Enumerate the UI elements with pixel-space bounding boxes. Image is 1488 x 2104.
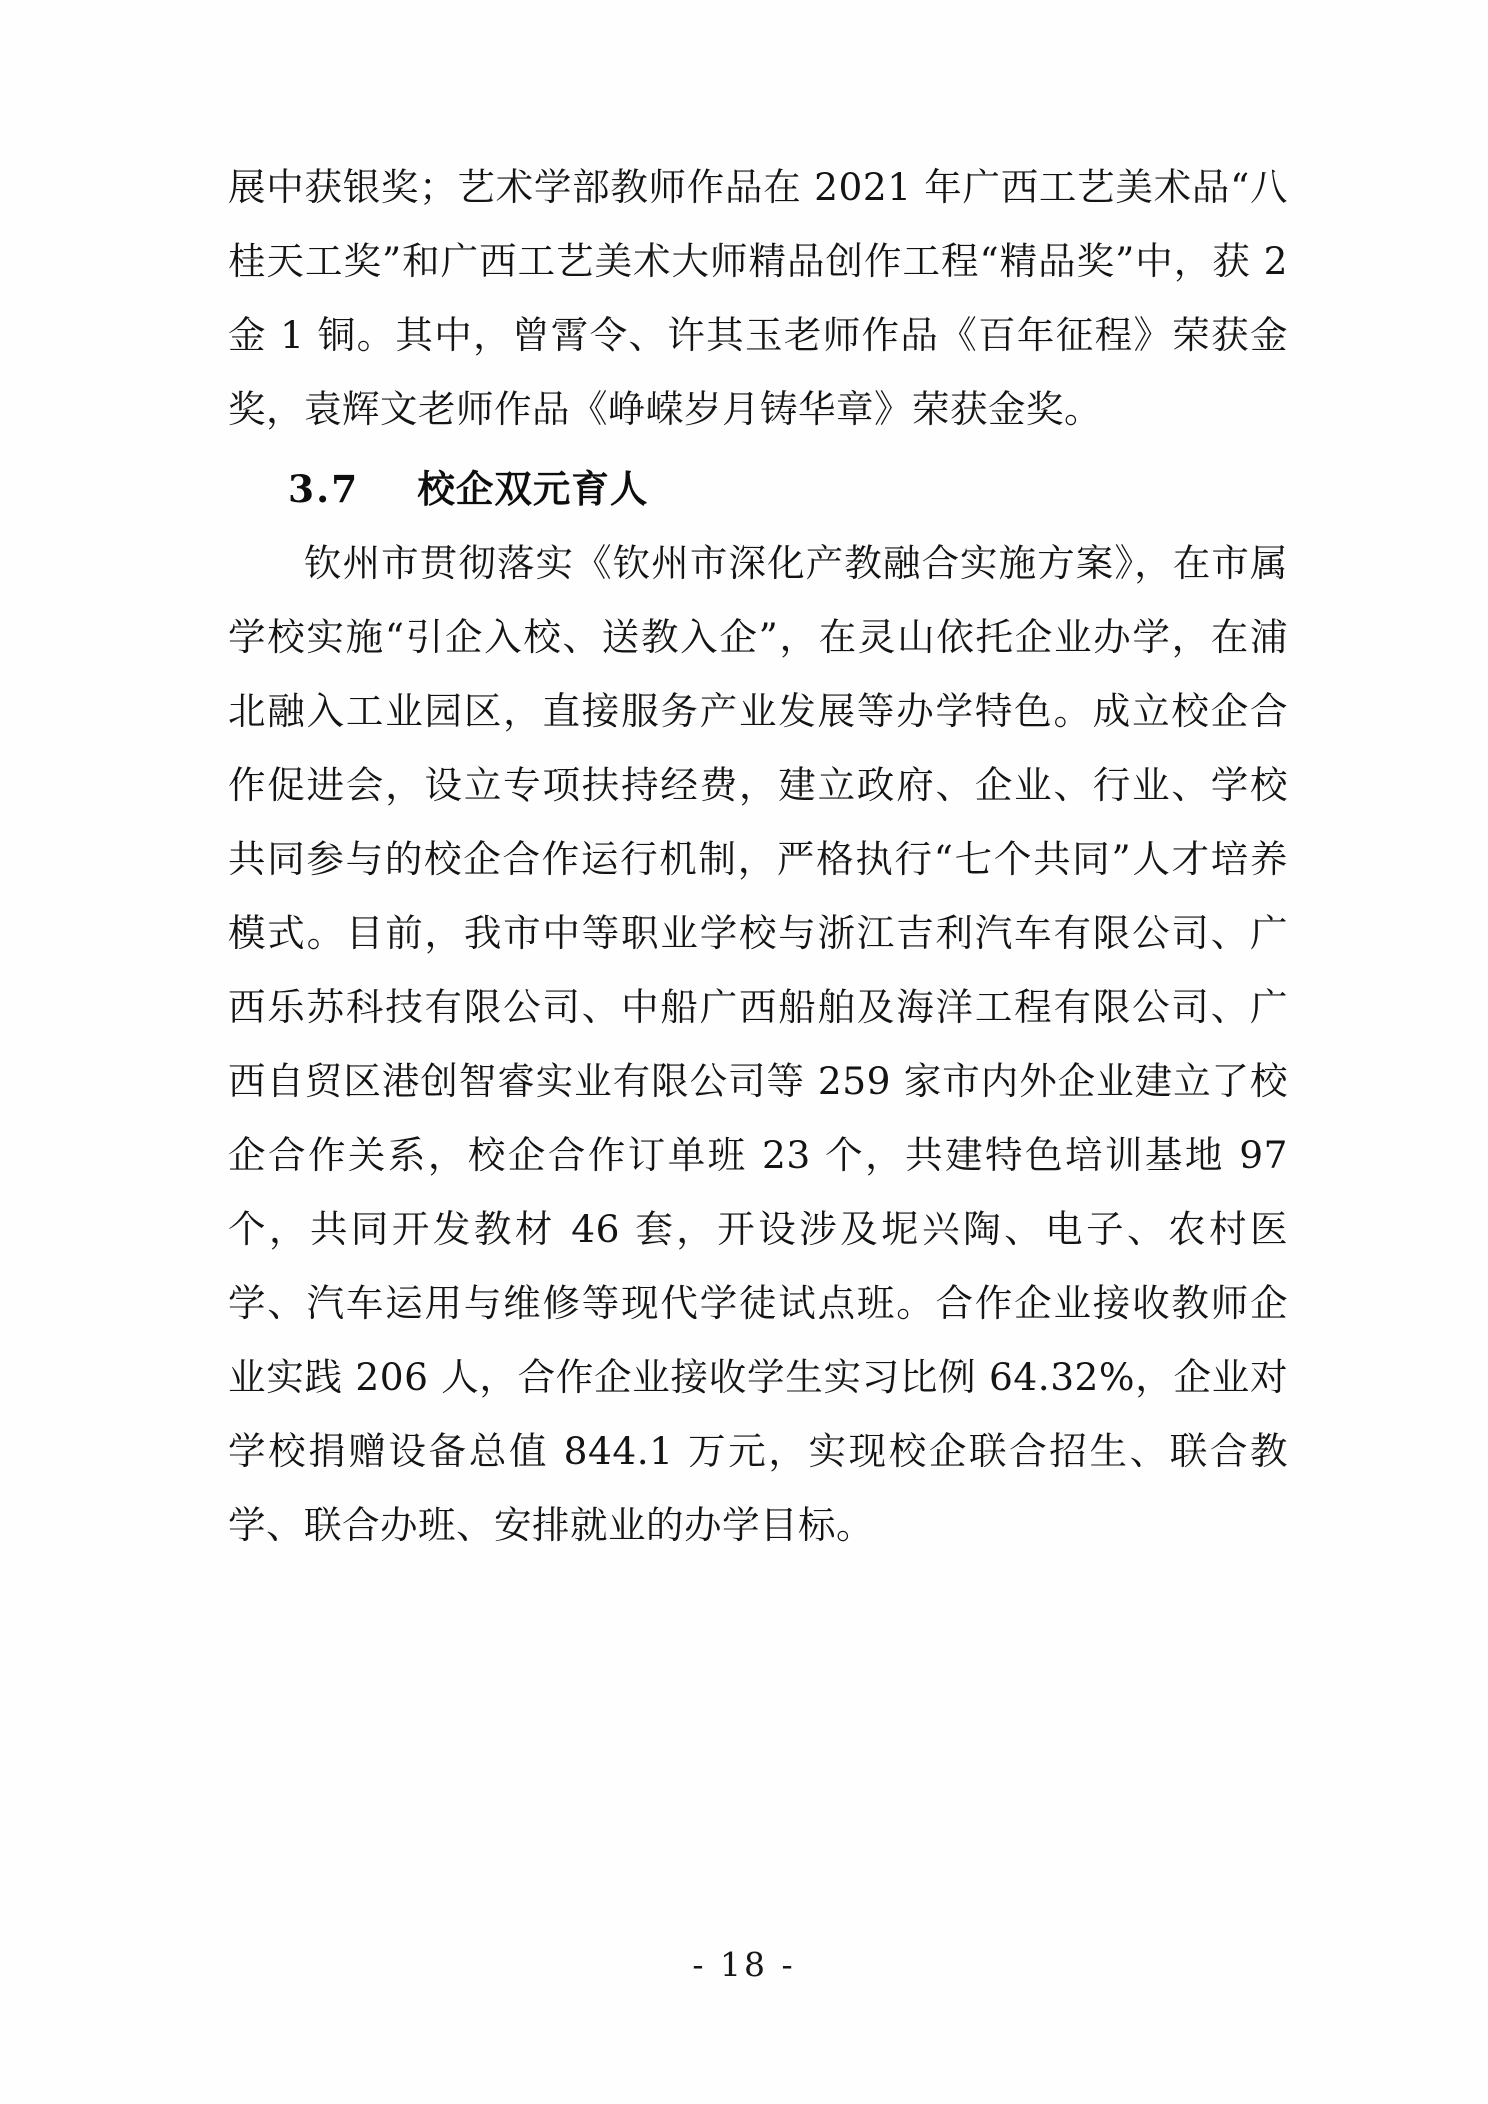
paragraph-awards-continued: 展中获银奖；艺术学部教师作品在 2021 年广西工艺美术品“八桂天工奖”和广西工艺美术大师精品创作工程“精品奖”中，获 2 金 1 铜。其中，曾霄令、许其玉老师作品《百年征程》荣获金奖，袁辉文老师作品《峥嵘岁月铸华章》荣获金奖。	[228, 165, 1288, 431]
section-heading	[228, 452, 1288, 526]
paragraph-school-enterprise: 钦州市贯彻落实《钦州市深化产教融合实施方案》，在市属学校实施“引企入校、送教入企”，在灵山依托企业办学，在浦北融入工业园区，直接服务产业发展等办学特色。成立校企合作促进会，设立专项扶持经费，建立政府、企业、行业、学校共同参与的校企合作运行机制，严格执行“七个共同”人才培养模式。目前，我市中等职业学校与浙江吉利汽车有限公司、广西乐苏科技有限公司、中船广西船舶及海洋工程有限公司、广西自贸区港创智睿实业有限公司等 259 家市内外企业建立了校企合作关系，校企合作订单班 23 个，共建特色培训基地 97 个，共同开发教材 46 套，开设涉及坭兴陶、电子、农村医学、汽车运用与维修等现代学徒试点班。合作企业接收教师企业实践 206 人，合作企业接收学生实习比例 64.32%，企业对学校捐赠设备总值 844.1 万元，实现校企联合招生、联合教学、联合办班、安排就业的办学目标。	[228, 541, 1288, 1547]
section-number: 3.7	[288, 467, 360, 511]
page-number: - 18 -	[692, 1945, 796, 1984]
section-title: 校企双元育人	[417, 467, 649, 511]
page-footer	[0, 1945, 1488, 1984]
page-content	[228, 150, 1288, 1562]
